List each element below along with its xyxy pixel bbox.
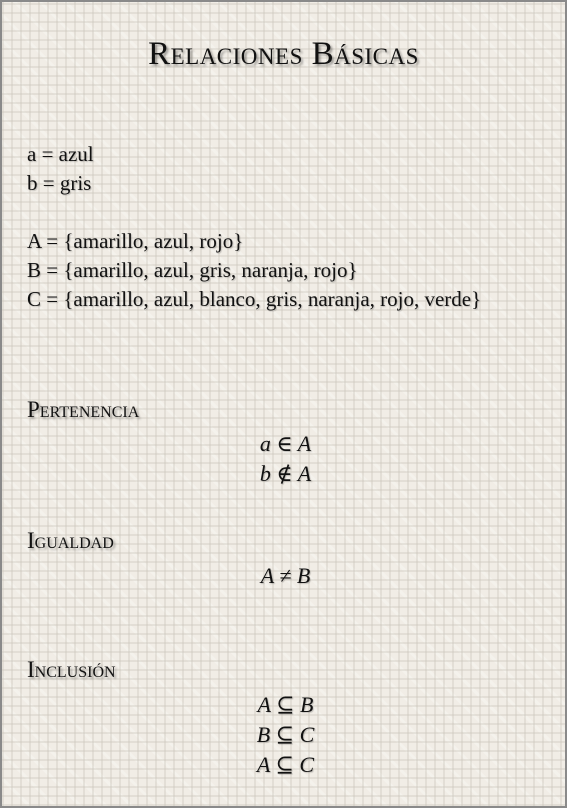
relations-pertenencia bbox=[2, 429, 567, 489]
definitions bbox=[27, 140, 481, 314]
definition-set-a: A = {amarillo, azul, rojo} bbox=[27, 229, 244, 253]
relations-inclusion bbox=[2, 690, 567, 780]
definition-a: a = azul bbox=[27, 142, 94, 166]
definition-set-b: B = {amarillo, azul, gris, naranja, rojo} bbox=[27, 258, 358, 282]
relation-item: a ∈ A bbox=[259, 431, 312, 456]
relation-item: b ∉ A bbox=[259, 461, 312, 486]
relations-igualdad bbox=[2, 561, 567, 591]
relation-item: A ≠ B bbox=[260, 563, 311, 588]
relation-item: B ⊆ C bbox=[256, 722, 315, 747]
definition-set-c: C = {amarillo, azul, blanco, gris, naranja, rojo, verde} bbox=[27, 287, 482, 311]
relation-item: A ⊆ C bbox=[256, 752, 315, 777]
heading-pertenencia: Pertenencia bbox=[27, 397, 140, 422]
relation-item: A ⊆ B bbox=[257, 692, 314, 717]
definition-b: b = gris bbox=[27, 171, 92, 195]
page-title: Relaciones Básicas bbox=[148, 36, 419, 72]
heading-igualdad: Igualdad bbox=[27, 528, 114, 553]
heading-inclusion: Inclusión bbox=[27, 657, 116, 682]
